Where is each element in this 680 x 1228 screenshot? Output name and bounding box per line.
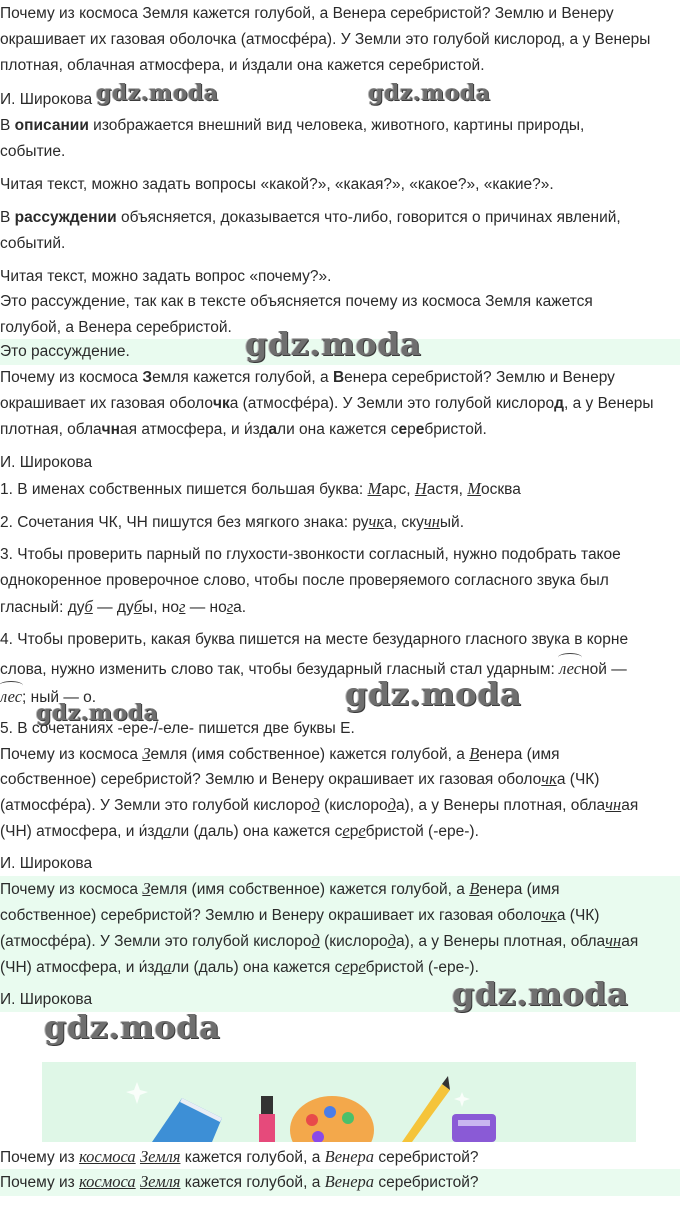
pencil-icon	[402, 1084, 450, 1142]
conclusion-line: голубой, а Венера серебристой.	[0, 319, 232, 336]
author-signature: И. Широкова	[0, 991, 93, 1008]
watermark: gdz.moda	[368, 80, 491, 106]
marker-icon	[259, 1114, 275, 1142]
theory-reasoning-line: В рассуждении объясняется, доказывается что-либо, говорится о причинах явлений,	[0, 209, 621, 226]
theory-questions: Читая текст, можно задать вопрос «почему?».	[0, 268, 332, 285]
answer-line: Почему из космоса Земля (имя собственное) кажется голубой, а Венера (имя	[0, 879, 560, 898]
text-line: (ЧН) атмосфера, и и́здали (даль) она кажется серебристой (-ере-).	[0, 821, 479, 840]
text-line: окрашивает их газовая оболочка (атмосфе́ра). У Земли это голубой кислород, а у Венеры	[0, 395, 654, 412]
text-line: собственное) серебристой? Землю и Венеру окрашивает их газовая оболочка (ЧК)	[0, 769, 600, 788]
theory-description-line: В описании изображается внешний вид человека, животного, картины природы,	[0, 117, 585, 134]
paragraph-line: плотная, облачная атмосфера, и и́здали она кажется серебристой.	[0, 57, 485, 74]
final-question: Почему из космоса Земля кажется голубой, а Венера серебристой?	[0, 1147, 479, 1166]
text-line: Почему из космоса Земля (имя собственное) кажется голубой, а Венера (имя	[0, 744, 560, 763]
sparkle-icon	[454, 1092, 470, 1107]
root-mark: лес	[0, 684, 22, 710]
palette-icon	[290, 1096, 374, 1142]
answer-line: собственное) серебристой? Землю и Венеру окрашивает их газовая оболочка (ЧК)	[0, 905, 600, 924]
watermark: gdz.moda	[36, 700, 159, 726]
watermark: gdz.moda	[44, 1008, 221, 1046]
rule-1: 1. В именах собственных пишется большая буква: Марс, Настя, Москва	[0, 479, 521, 498]
author-signature: И. Широкова	[0, 855, 93, 872]
watermark: gdz.moda	[245, 325, 422, 363]
rule-3-line: однокоренное проверочное слово, чтобы после проверяемого согласного звука был	[0, 572, 609, 589]
answer-line: (атмосфе́ра). У Земли это голубой кислород (кислорода), а у Венеры плотная, облачная	[0, 931, 639, 950]
theory-questions: Читая текст, можно задать вопросы «какой?», «какая?», «какое?», «какие?».	[0, 176, 554, 193]
answer-line: (ЧН) атмосфера, и и́здали (даль) она кажется серебристой (-ере-).	[0, 957, 479, 976]
watermark: gdz.moda	[452, 975, 629, 1013]
rule-2: 2. Сочетания ЧК, ЧН пишутся без мягкого знака: ручка, скучный.	[0, 512, 464, 531]
text-line: (атмосфе́ра). У Земли это голубой кислород (кислорода), а у Венеры плотная, облачная	[0, 795, 639, 814]
root-mark: лес	[559, 656, 581, 682]
author-signature: И. Широкова	[0, 454, 93, 471]
paragraph-line: Почему из космоса Земля кажется голубой, а Венера серебристой? Землю и Венеру	[0, 5, 614, 22]
calculator-icon	[452, 1114, 496, 1142]
sparkle-icon	[126, 1082, 148, 1104]
watermark: gdz.moda	[345, 675, 522, 713]
rule-4-line: 4. Чтобы проверить, какая буква пишется на месте безударного гласного звука в корне	[0, 631, 629, 648]
final-question-answer: Почему из космоса Земля кажется голубой, а Венера серебристой?	[0, 1169, 680, 1196]
theory-reasoning-line: событий.	[0, 235, 66, 252]
text-line: Почему из космоса Земля кажется голубой, а Венера серебристой? Землю и Венеру	[0, 369, 615, 386]
conclusion-line: Это рассуждение, так как в тексте объясняется почему из космоса Земля кажется	[0, 293, 593, 310]
author-signature: И. Широкова	[0, 91, 93, 108]
text-line: плотная, облачная атмосфера, и и́здали она кажется серебристой.	[0, 421, 487, 438]
paragraph-line: окрашивает их газовая оболочка (атмосфе́ра). У Земли это голубой кислород, а у Венеры	[0, 31, 651, 48]
rule-3-line: гласный: дуб — дубы, ног — нога.	[0, 597, 247, 616]
art-supplies-illustration	[42, 1062, 636, 1142]
rule-5: 5. В сочетаниях -ере-/-еле- пишется две буквы Е.	[0, 720, 355, 737]
answer-highlight: Это рассуждение.	[0, 339, 680, 365]
theory-description-line: событие.	[0, 143, 66, 160]
rule-4-line: слова, нужно изменить слово так, чтобы безударный гласный стал ударным: лесной —	[0, 656, 680, 683]
watermark: gdz.moda	[96, 80, 219, 106]
rule-4-line: лес; ный — о.	[0, 684, 680, 711]
rule-3-line: 3. Чтобы проверить парный по глухости-звонкости согласный, нужно подобрать такое	[0, 546, 621, 563]
decorative-banner	[42, 1062, 636, 1142]
